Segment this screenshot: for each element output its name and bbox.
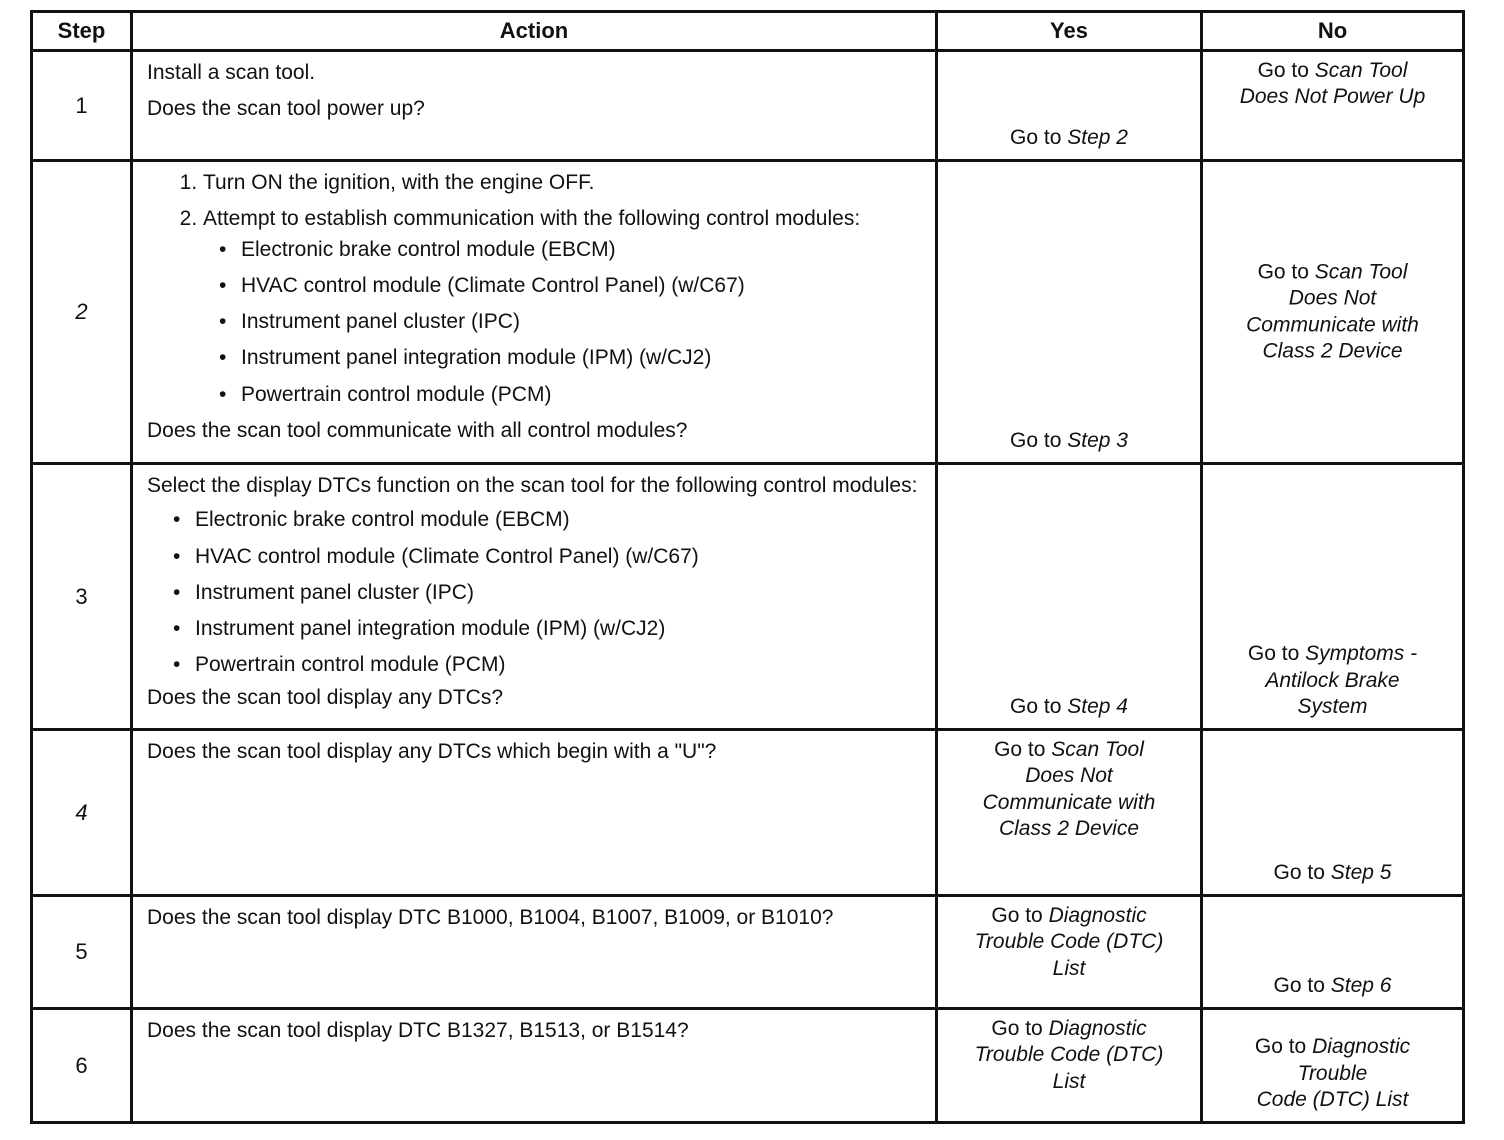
list-item: • HVAC control module (Climate Control Panel) (w/C67)	[241, 273, 921, 299]
yes-cell	[937, 161, 1202, 464]
list-item: • Instrument panel integration module (IPM) (w/CJ2)	[195, 616, 921, 642]
numbered-steps	[147, 170, 921, 408]
yes-link[interactable]: Go to Diagnostic Trouble Code (DTC) List	[974, 1017, 1164, 1093]
table-row-step-4	[32, 730, 1464, 896]
header-step: Step	[32, 12, 132, 51]
no-cell	[1202, 730, 1464, 896]
question-text: Does the scan tool display DTC B1327, B1513, or B1514?	[147, 1019, 689, 1042]
yes-cell	[937, 730, 1202, 896]
yes-link[interactable]: Go to Step 2	[1010, 125, 1128, 149]
no-cell	[1202, 51, 1464, 161]
question-text: Does the scan tool power up?	[147, 97, 425, 121]
table-row-step-3	[32, 464, 1464, 730]
list-item: • Electronic brake control module (EBCM)	[241, 237, 921, 263]
table-row-step-6	[32, 1009, 1464, 1123]
list-item: • Electronic brake control module (EBCM)	[195, 507, 921, 533]
no-cell	[1202, 1009, 1464, 1123]
action-text: Install a scan tool.	[147, 61, 316, 84]
step-number: 5	[32, 896, 132, 1009]
yes-cell	[937, 896, 1202, 1009]
no-link[interactable]: Go to Scan Tool Does Not Power Up	[1239, 59, 1426, 109]
action-text: Select the display DTCs function on the scan tool for the following control modules:	[147, 474, 918, 497]
no-link[interactable]: Go to Symptoms - Antilock Brake System	[1247, 642, 1418, 718]
question-text: Does the scan tool display any DTCs which begin with a "U"?	[147, 740, 717, 763]
yes-cell	[937, 464, 1202, 730]
module-list	[147, 507, 921, 678]
table-row-step-2	[32, 161, 1464, 464]
step-number: 1	[32, 51, 132, 161]
action-cell	[132, 1009, 937, 1123]
table-row-step-1	[32, 51, 1464, 161]
yes-link[interactable]: Go to Diagnostic Trouble Code (DTC) List	[974, 904, 1164, 980]
action-cell	[132, 51, 937, 161]
question-text: Does the scan tool communicate with all control modules?	[147, 418, 688, 442]
module-list	[203, 237, 921, 408]
header-action: Action	[132, 12, 937, 51]
header-no: No	[1202, 12, 1464, 51]
list-item: 2. Attempt to establish communication with the following control modules: • Electronic brake control module (EBCM) • HVAC control module (Climate Control Panel) (w/C67) • Instrument panel cluster (IPC) • Instrument panel integration module (IPM) (w/CJ2) • Powertrain control module (PCM)	[203, 206, 921, 408]
no-cell	[1202, 896, 1464, 1009]
yes-link[interactable]: Go to Step 4	[1010, 694, 1128, 718]
question-text: Does the scan tool display DTC B1000, B1004, B1007, B1009, or B1010?	[147, 906, 834, 929]
no-cell	[1202, 161, 1464, 464]
header-yes: Yes	[937, 12, 1202, 51]
no-link[interactable]: Go to Step 6	[1273, 973, 1392, 997]
step-number: 3	[32, 464, 132, 730]
step-number: 4	[32, 730, 132, 896]
no-link[interactable]: Go to Scan Tool Does Not Communicate with Class 2 Device	[1246, 260, 1419, 363]
action-cell	[132, 730, 937, 896]
yes-cell	[937, 1009, 1202, 1123]
list-item: • HVAC control module (Climate Control Panel) (w/C67)	[195, 544, 921, 570]
no-link[interactable]: Go to Step 5	[1273, 860, 1392, 884]
table-row-step-5	[32, 896, 1464, 1009]
action-cell	[132, 161, 937, 464]
no-link[interactable]: Go to Diagnostic Trouble Code (DTC) List	[1254, 1035, 1411, 1111]
list-item: 1. Turn ON the ignition, with the engine OFF.	[203, 170, 921, 196]
no-cell	[1202, 464, 1464, 730]
header-row	[32, 12, 1464, 51]
list-item: • Instrument panel integration module (IPM) (w/CJ2)	[241, 345, 921, 371]
step-number: 2	[32, 161, 132, 464]
action-cell	[132, 464, 937, 730]
yes-cell	[937, 51, 1202, 161]
list-item: • Powertrain control module (PCM)	[241, 382, 921, 408]
list-item: • Instrument panel cluster (IPC)	[195, 580, 921, 606]
list-item: • Powertrain control module (PCM)	[195, 652, 921, 678]
list-item: • Instrument panel cluster (IPC)	[241, 309, 921, 335]
action-cell	[132, 896, 937, 1009]
yes-link[interactable]: Go to Step 3	[1010, 428, 1128, 452]
step-number: 6	[32, 1009, 132, 1123]
diagnostic-table	[30, 10, 1465, 1124]
question-text: Does the scan tool display any DTCs?	[147, 685, 504, 709]
yes-link[interactable]: Go to Scan Tool Does Not Communicate with Class 2 Device	[982, 738, 1156, 840]
